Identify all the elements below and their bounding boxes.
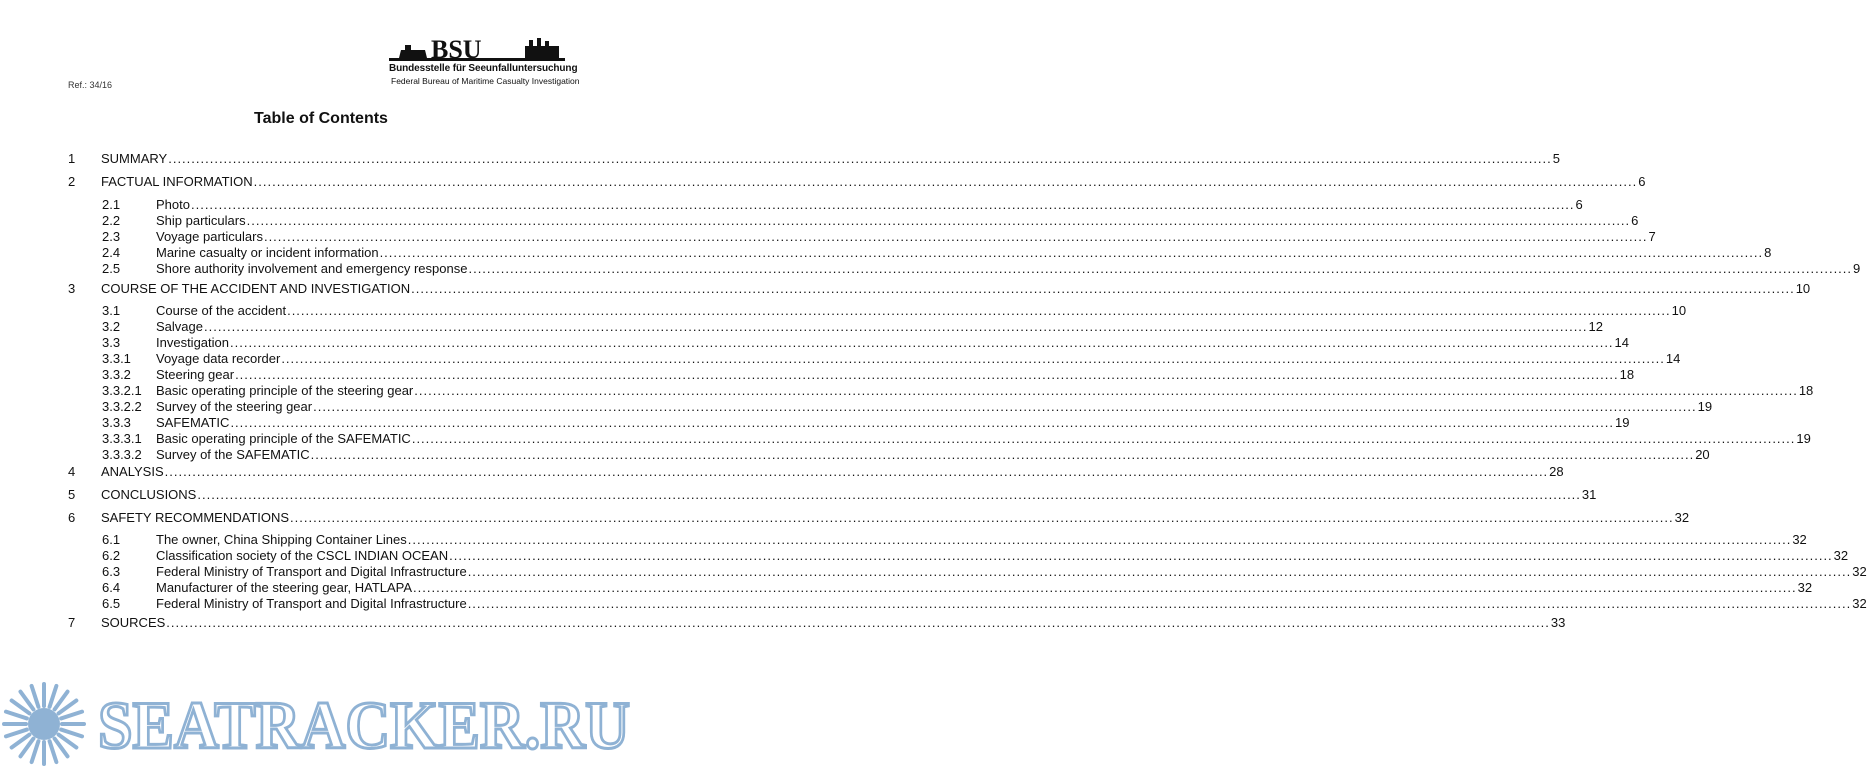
toc-number: 3.2 — [102, 319, 121, 334]
toc-page-number: 20 — [1695, 447, 1710, 462]
toc-entry[interactable] — [0, 367, 1635, 384]
toc-leader-dots: ............................................................................................................................................................................................................................................................................................................ — [235, 367, 1619, 382]
toc-leader-dots: ............................................................................................................................................................................................................................................................................................................ — [407, 532, 1792, 547]
toc-leader-dots: ............................................................................................................................................................................................................................................................................................................ — [190, 197, 1575, 212]
toc-page-number: 10 — [1795, 281, 1811, 296]
toc-leader-dots: ............................................................................................................................................................................................................................................................................................................ — [230, 335, 1614, 350]
toc-title: SUMMARY — [101, 151, 168, 166]
watermark-text: SEATRACKER.RU — [98, 687, 630, 763]
toc-number: 5 — [68, 487, 76, 502]
toc-entry[interactable] — [0, 303, 1687, 320]
toc-title: SAFETY RECOMMENDATIONS — [101, 510, 290, 525]
toc-title: Shore authority involvement and emergency response — [156, 261, 468, 276]
toc-leader-dots: ............................................................................................................................................................................................................................................................................................................ — [230, 415, 1614, 430]
toc-page-number: 12 — [1588, 319, 1603, 334]
toc-leader-dots: ............................................................................................................................................................................................................................................................................................................ — [281, 351, 1665, 366]
toc-leader-dots: ............................................................................................................................................................................................................................................................................................................ — [166, 615, 1550, 630]
toc-entry[interactable] — [0, 532, 1807, 549]
toc-page-number: 19 — [1614, 415, 1630, 430]
toc-page-number: 9 — [1853, 261, 1861, 276]
toc-leader-dots: ............................................................................................................................................................................................................................................................................................................ — [414, 383, 1798, 398]
toc-entry[interactable] — [0, 245, 1772, 262]
toc-leader-dots: ............................................................................................................................................................................................................................................................................................................ — [203, 319, 1588, 334]
toc-page-number: 19 — [1697, 399, 1713, 414]
toc-number: 2.4 — [102, 245, 121, 260]
toc-page-number: 6 — [1631, 213, 1639, 228]
toc-number: 3.3.2 — [102, 367, 131, 382]
toc-leader-dots: ............................................................................................................................................................................................................................................................................................................ — [246, 213, 1631, 228]
toc-title: CONCLUSIONS — [101, 487, 197, 502]
toc-entry[interactable] — [0, 615, 1566, 632]
toc-number: 3.3.1 — [102, 351, 131, 366]
toc-title: ANALYSIS — [101, 464, 164, 479]
toc-leader-dots: ............................................................................................................................................................................................................................................................................................................ — [413, 580, 1797, 595]
toc-number: 6.5 — [102, 596, 121, 611]
toc-title: Course of the accident — [156, 303, 287, 318]
toc-page-number: 33 — [1550, 615, 1566, 630]
toc-title: Voyage particulars — [156, 229, 263, 244]
toc-title: Photo — [156, 197, 190, 212]
toc-number: 6.1 — [102, 532, 121, 547]
toc-number: 3.3 — [102, 335, 121, 350]
toc-number: 3.3.2.1 — [102, 383, 142, 398]
toc-page-number: 18 — [1619, 367, 1635, 382]
toc-page-number: 7 — [1648, 229, 1656, 244]
toc-number: 6 — [68, 510, 76, 525]
toc-entry[interactable] — [0, 399, 1713, 416]
toc-page-number: 14 — [1614, 335, 1630, 350]
toc-page-number: 28 — [1549, 464, 1564, 479]
toc-entry[interactable] — [0, 383, 1814, 400]
toc-entry[interactable] — [0, 351, 1681, 368]
toc-page-number: 8 — [1764, 245, 1772, 260]
toc-leader-dots: ............................................................................................................................................................................................................................................................................................................ — [287, 303, 1671, 318]
toc-number: 6.3 — [102, 564, 121, 579]
toc-leader-dots: ............................................................................................................................................................................................................................................................................................................ — [164, 464, 1549, 479]
toc-entry[interactable] — [0, 548, 1849, 565]
toc-page-number: 32 — [1852, 564, 1867, 579]
toc-title: COURSE OF THE ACCIDENT AND INVESTIGATION — [101, 281, 411, 296]
toc-page-number: 6 — [1638, 174, 1646, 189]
toc-title: Ship particulars — [156, 213, 246, 228]
toc-entry[interactable] — [0, 415, 1630, 432]
ship-logo-icon — [385, 36, 585, 64]
toc-number: 2.5 — [102, 261, 121, 276]
toc-entry[interactable] — [0, 319, 1603, 336]
toc-number: 2.1 — [102, 197, 121, 212]
toc-number: 3.3.3 — [102, 415, 131, 430]
toc-entry[interactable] — [0, 447, 1710, 464]
toc-entry[interactable] — [0, 229, 1656, 246]
toc-title: Survey of the steering gear — [156, 399, 313, 414]
sun-icon — [4, 684, 84, 764]
toc-entry[interactable] — [0, 335, 1630, 352]
toc-title: FACTUAL INFORMATION — [101, 174, 253, 189]
toc-entry[interactable] — [0, 151, 1560, 168]
toc-leader-dots: ............................................................................................................................................................................................................................................................................................................ — [467, 564, 1852, 579]
toc-page-number: 32 — [1792, 532, 1807, 547]
toc-leader-dots: ............................................................................................................................................................................................................................................................................................................ — [313, 399, 1697, 414]
toc-page-number: 5 — [1552, 151, 1560, 166]
toc-number: 2.3 — [102, 229, 121, 244]
toc-leader-dots: ............................................................................................................................................................................................................................................................................................................ — [253, 174, 1638, 189]
toc-page-number: 19 — [1796, 431, 1811, 446]
toc-leader-dots: ............................................................................................................................................................................................................................................................................................................ — [379, 245, 1764, 260]
toc-page-number: 31 — [1581, 487, 1597, 502]
toc-title: Investigation — [156, 335, 229, 350]
toc-leader-dots: ............................................................................................................................................................................................................................................................................................................ — [411, 431, 1796, 446]
toc-number: 3.3.3.2 — [102, 447, 142, 462]
seatracker-watermark — [0, 672, 642, 766]
toc-page-number: 10 — [1671, 303, 1687, 318]
toc-entry[interactable] — [0, 431, 1811, 448]
toc-title: Marine casualty or incident information — [156, 245, 379, 260]
toc-number: 6.2 — [102, 548, 121, 563]
toc-entry[interactable] — [0, 510, 1690, 527]
toc-entry[interactable] — [0, 487, 1597, 504]
bsu-logo — [385, 36, 585, 90]
toc-title: Federal Ministry of Transport and Digital Infrastructure — [156, 596, 467, 611]
toc-title: Classification society of the CSCL INDIAN OCEAN — [156, 548, 449, 563]
toc-title: SAFEMATIC — [156, 415, 230, 430]
page-title: Table of Contents — [254, 110, 388, 127]
toc-leader-dots: ............................................................................................................................................................................................................................................................................................................ — [290, 510, 1674, 525]
toc-leader-dots: ............................................................................................................................................................................................................................................................................................................ — [467, 596, 1852, 611]
toc-page-number: 6 — [1575, 197, 1583, 212]
toc-entry[interactable] — [0, 580, 1813, 597]
toc-number: 4 — [68, 464, 76, 479]
toc-page-number: 32 — [1674, 510, 1690, 525]
toc-title: Basic operating principle of the steering gear — [156, 383, 414, 398]
toc-number: 1 — [68, 151, 76, 166]
logo-line-en: Federal Bureau of Maritime Casualty Investigation — [391, 76, 580, 86]
toc-number: 3.3.3.1 — [102, 431, 142, 446]
toc-title: SOURCES — [101, 615, 166, 630]
toc-leader-dots: ............................................................................................................................................................................................................................................................................................................ — [411, 281, 1795, 296]
toc-number: 6.4 — [102, 580, 121, 595]
reference-number: Ref.: 34/16 — [68, 80, 113, 90]
toc-leader-dots: ............................................................................................................................................................................................................................................................................................................ — [310, 447, 1695, 462]
toc-number: 3 — [68, 281, 76, 296]
toc-number: 2.2 — [102, 213, 121, 228]
toc-number: 3.3.2.2 — [102, 399, 142, 414]
toc-page-number: 18 — [1798, 383, 1814, 398]
toc-page-number: 14 — [1665, 351, 1681, 366]
toc-leader-dots: ............................................................................................................................................................................................................................................................................................................ — [197, 487, 1581, 502]
toc-title: Basic operating principle of the SAFEMATIC — [156, 431, 411, 446]
toc-page-number: 32 — [1797, 580, 1813, 595]
toc-entry[interactable] — [0, 281, 1811, 298]
logo-mark: BSU — [431, 35, 482, 64]
toc-page-number: 32 — [1833, 548, 1849, 563]
toc-number: 3.1 — [102, 303, 121, 318]
toc-entry[interactable] — [0, 596, 1867, 613]
toc-entry[interactable] — [0, 464, 1564, 481]
toc-leader-dots: ............................................................................................................................................................................................................................................................................................................ — [468, 261, 1853, 276]
toc-title: Salvage — [156, 319, 203, 334]
toc-title: Federal Ministry of Transport and Digital Infrastructure — [156, 564, 467, 579]
toc-entry[interactable] — [0, 261, 1861, 278]
toc-page-number: 32 — [1852, 596, 1867, 611]
toc-leader-dots: ............................................................................................................................................................................................................................................................................................................ — [263, 229, 1648, 244]
toc-title: Steering gear — [156, 367, 235, 382]
toc-title: Voyage data recorder — [156, 351, 281, 366]
toc-title: The owner, China Shipping Container Lines — [156, 532, 407, 547]
logo-line-de: Bundesstelle für Seeunfalluntersuchung — [389, 63, 578, 74]
toc-leader-dots: ............................................................................................................................................................................................................................................................................................................ — [449, 548, 1833, 563]
toc-entry[interactable] — [0, 174, 1646, 191]
toc-leader-dots: ............................................................................................................................................................................................................................................................................................................ — [168, 151, 1552, 166]
toc-number: 7 — [68, 615, 76, 630]
toc-title: Manufacturer of the steering gear, HATLAPA — [156, 580, 413, 595]
toc-entry[interactable] — [0, 213, 1639, 230]
toc-number: 2 — [68, 174, 76, 189]
toc-entry[interactable] — [0, 564, 1867, 581]
toc-title: Survey of the SAFEMATIC — [156, 447, 310, 462]
toc-entry[interactable] — [0, 197, 1583, 214]
